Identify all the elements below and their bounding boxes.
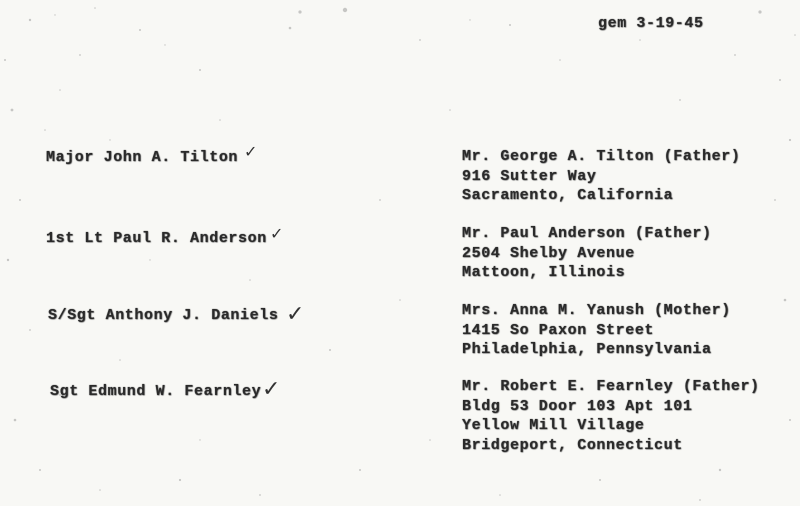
address-line: Mrs. Anna M. Yanush (Mother) [462, 302, 731, 319]
next-of-kin-address-2 [462, 224, 712, 283]
address-line: Philadelphia, Pennsylvania [462, 341, 712, 358]
address-line: Mr. George A. Tilton (Father) [462, 148, 741, 165]
next-of-kin-address-1 [462, 147, 740, 206]
address-line: 1415 So Paxon Street [462, 321, 655, 339]
check-mark-icon: ✓ [244, 142, 258, 161]
check-mark-icon: ✓ [262, 377, 281, 402]
address-line: Yellow Mill Village [462, 417, 645, 434]
check-mark-icon: ✓ [286, 302, 305, 327]
address-line: Mr. Robert E. Fearnley (Father) [462, 378, 760, 395]
address-line: Bridgeport, Connecticut [462, 436, 683, 454]
soldier-name-3: S/Sgt Anthony J. Daniels [48, 307, 279, 324]
soldier-name-1: Major John A. Tilton [46, 149, 239, 166]
address-line: 916 Sutter Way [462, 167, 597, 185]
check-mark-icon: ✓ [270, 224, 284, 243]
next-of-kin-address-3 [462, 301, 731, 360]
next-of-kin-address-4 [462, 377, 760, 455]
soldier-name-4: Sgt Edmund W. Fearnley [50, 383, 262, 400]
address-line: Mattoon, Illinois [462, 264, 626, 281]
address-line: Mr. Paul Anderson (Father) [462, 225, 712, 242]
address-line: Bldg 53 Door 103 Apt 101 [462, 397, 693, 415]
address-line: Sacramento, California [462, 187, 674, 204]
address-line: 2504 Shelby Avenue [462, 244, 635, 262]
soldier-name-2: 1st Lt Paul R. Anderson [46, 230, 267, 247]
date-stamp: gem 3-19-45 [598, 15, 704, 32]
